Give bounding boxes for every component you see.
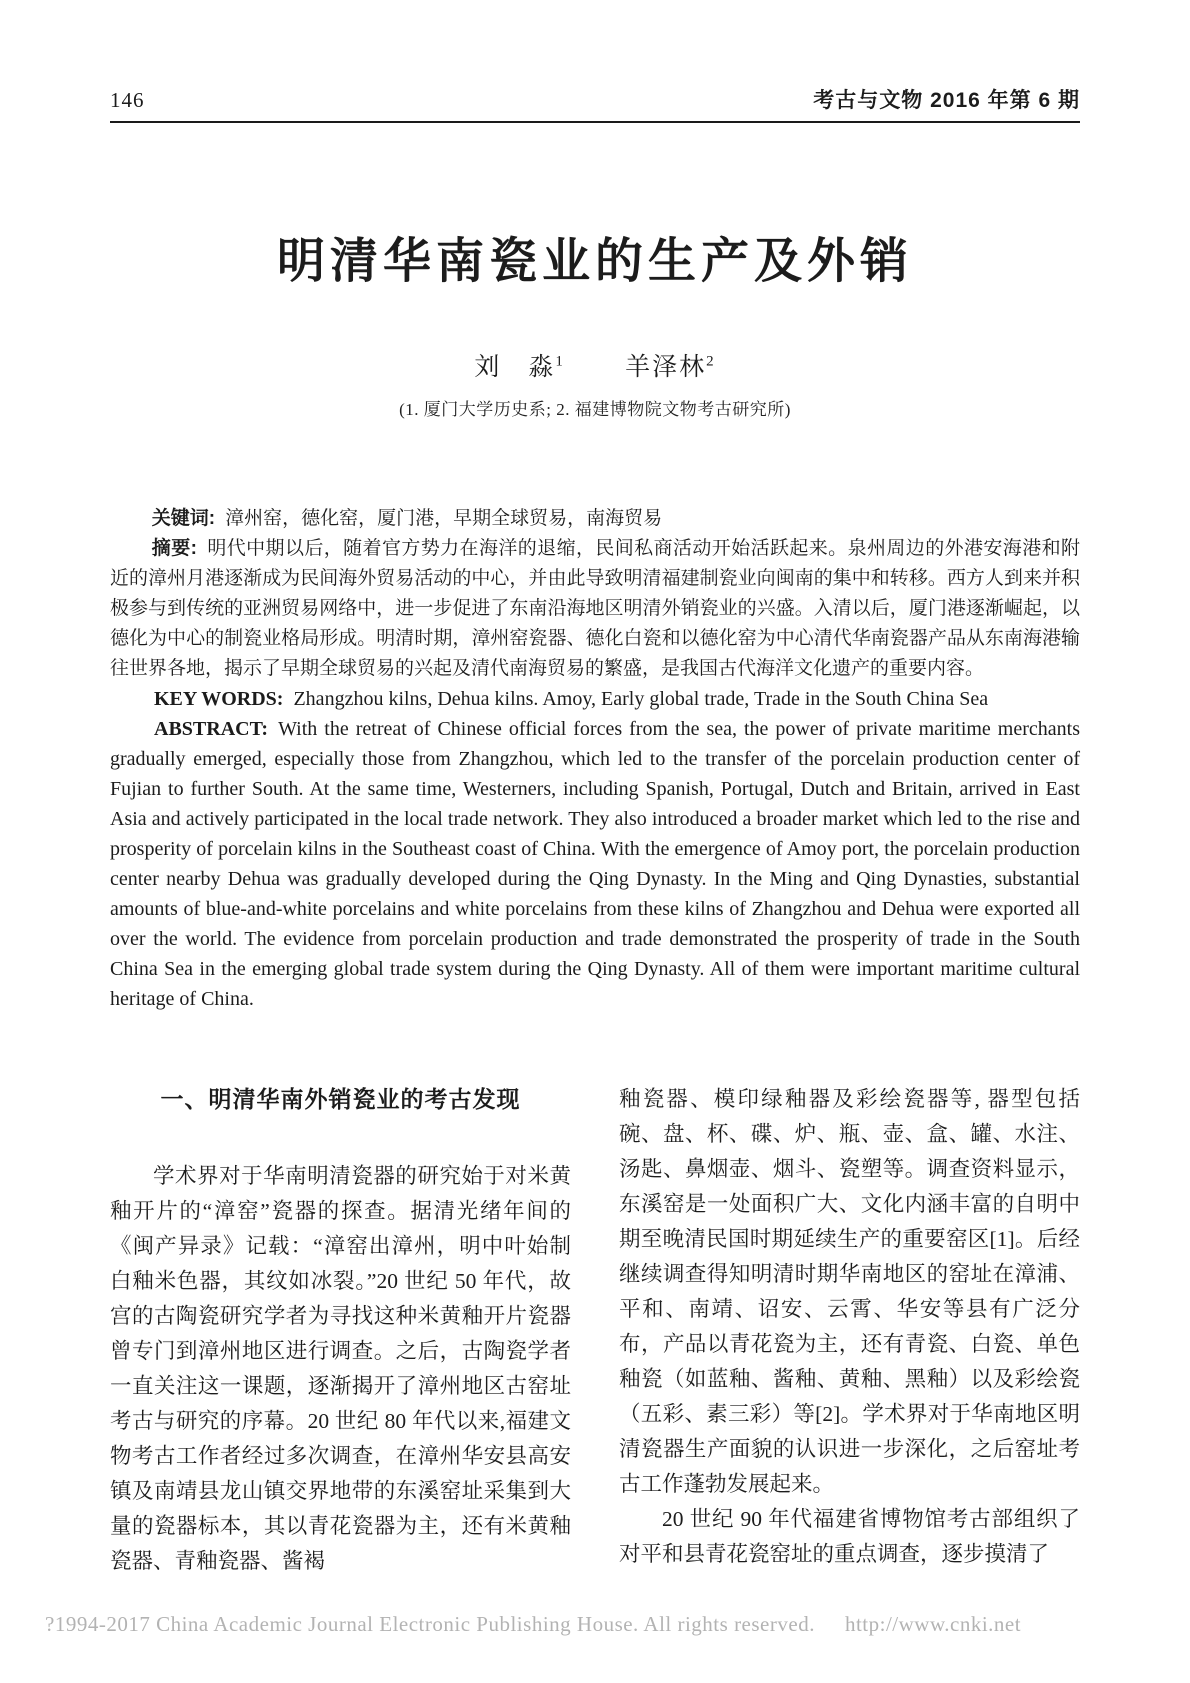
left-column-paragraph: 学术界对于华南明清瓷器的研究始于对米黄釉开片的“漳窑”瓷器的探查。据清光绪年间的《闽产异录》记载：“漳窑出漳州，明中叶始制白釉米色器，其纹如冰裂。”20 世纪 50 年代，故宫的古陶瓷研究学者为寻找这种米黄釉开片瓷器曾专门到漳州地区进行调查。之后，古陶瓷学者一直关注这一课题，逐渐揭开了漳州地区古窑址考古与研究的序幕。20 世纪 80 年代以来,福建文物考古工作者经过多次调查，在漳州华安县高安镇及南靖县龙山镇交界地带的东溪窑址采集到大量的瓷器标本，其以青花瓷器为主，还有米黄釉瓷器、青釉瓷器、酱褐 bbox=[110, 1164, 571, 1574]
author-1-superscript: 1 bbox=[555, 354, 565, 371]
abstract-en-text: With the retreat of Chinese official forces from the sea, the power of private maritime merchants gradually emerged, especially those from Zhangzhou, which led to the transfer of the porcelain production center of Fujian to further South. At the same time, Westerners, including Spanish, Portugal, Dutch and Britain, arrived in East Asia and actively participated in the local trade network. They also introduced a broader market which led to the rise and prosperity of porcelain kilns in the Southeast coast of China. With the emergence of Amoy port, the porcelain production center nearby Dehua was gradually developed during the Qing Dynasty. In the Ming and Qing Dynasties, substantial amounts of blue-and-white porcelains and white porcelains from these kilns of Zhangzhou and Dehua were exported all over the world. The evidence from porcelain production and trade demonstrated the prosperity of trade in the South China Sea in the emerging global trade system during the Qing Dynasty. All of them were important maritime cultural heritage of China. bbox=[110, 718, 1080, 1011]
abstract-en-label: ABSTRACT: bbox=[154, 718, 269, 741]
keywords-en-line bbox=[110, 684, 1080, 714]
cnki-footer bbox=[45, 1612, 1145, 1637]
author-2-name: 羊泽林 bbox=[625, 354, 707, 382]
article-title: 明清华南瓷业的生产及外销 bbox=[276, 235, 913, 288]
right-column-paragraph-1: 釉瓷器、模印绿釉器及彩绘瓷器等, 器型包括碗、盘、杯、碟、炉、瓶、壶、盒、罐、水注、汤匙、鼻烟壶、烟斗、瓷塑等。调查资料显示，东溪窑是一处面积广大、文化内涵丰富的自明中期至晚清民国时期延续生产的重要窑区[1]。后经继续调查得知明清时期华南地区的窑址在漳浦、平和、南靖、诏安、云霄、华安等县有广泛分布，产品以青花瓷为主，还有青瓷、白瓷、单色釉瓷（如蓝釉、酱釉、黄釉、黑釉）以及彩绘瓷（五彩、素三彩）等[2]。学术界对于华南地区明清瓷器生产面貌的认识进一步深化，之后窑址考古工作蓬勃发展起来。 bbox=[619, 1087, 1080, 1497]
section-1-heading: 一、明清华南外销瓷业的考古发现 bbox=[160, 1086, 521, 1113]
author-2-superscript: 2 bbox=[706, 354, 716, 371]
affiliation-line: (1. 厦门大学历史系; 2. 福建博物院文物考古研究所) bbox=[399, 400, 791, 420]
running-head bbox=[110, 88, 1080, 113]
footer-url-text: http://www.cnki.net bbox=[844, 1612, 1022, 1636]
author-1 bbox=[474, 354, 565, 381]
keywords-cn-text: 漳州窑，德化窑，厦门港，早期全球贸易，南海贸易 bbox=[225, 508, 663, 530]
page-number: 146 bbox=[110, 88, 145, 112]
journal-issue-header: 考古与文物 2016 年第 6 期 bbox=[813, 89, 1080, 112]
header-divider bbox=[110, 121, 1080, 123]
right-column bbox=[619, 1082, 1080, 1579]
author-2 bbox=[625, 354, 716, 381]
abstract-en-paragraph bbox=[110, 714, 1080, 1014]
abstract-cn-label: 摘要: bbox=[151, 538, 197, 560]
keywords-cn-label: 关键词: bbox=[151, 508, 216, 530]
front-matter bbox=[110, 504, 1080, 1014]
body-columns bbox=[110, 1082, 1080, 1579]
right-column-paragraph-2: 20 世纪 90 年代福建省博物馆考古部组织了对平和县青花瓷窑址的重点调查，逐步摸清了 bbox=[619, 1507, 1080, 1567]
abstract-cn-text: 明代中期以后，随着官方势力在海洋的退缩，民间私商活动开始活跃起来。泉州周边的外港安海港和附近的漳州月港逐渐成为民间海外贸易活动的中心，并由此导致明清福建制瓷业向闽南的集中和转移。西方人到来并积极参与到传统的亚洲贸易网络中，进一步促进了东南沿海地区明清外销瓷业的兴盛。入清以后，厦门港逐渐崛起，以德化为中心的制瓷业格局形成。明清时期，漳州窑瓷器、德化白瓷和以德化窑为中心清代华南瓷器产品从东南海港输往世界各地，揭示了早期全球贸易的兴起及清代南海贸易的繁盛，是我国古代海洋文化遗产的重要内容。 bbox=[110, 538, 1080, 680]
keywords-en-text: Zhangzhou kilns, Dehua kilns. Amoy, Early global trade, Trade in the South China Sea bbox=[293, 688, 989, 711]
keywords-en-label: KEY WORDS: bbox=[154, 688, 284, 711]
author-1-name: 刘 淼 bbox=[474, 354, 556, 382]
footer-copyright-text: ?1994-2017 China Academic Journal Electronic Publishing House. All rights reserved. bbox=[45, 1612, 815, 1636]
left-column bbox=[110, 1082, 571, 1579]
abstract-cn-paragraph bbox=[110, 534, 1080, 684]
keywords-cn-line bbox=[110, 504, 1080, 534]
author-line bbox=[110, 347, 1080, 383]
